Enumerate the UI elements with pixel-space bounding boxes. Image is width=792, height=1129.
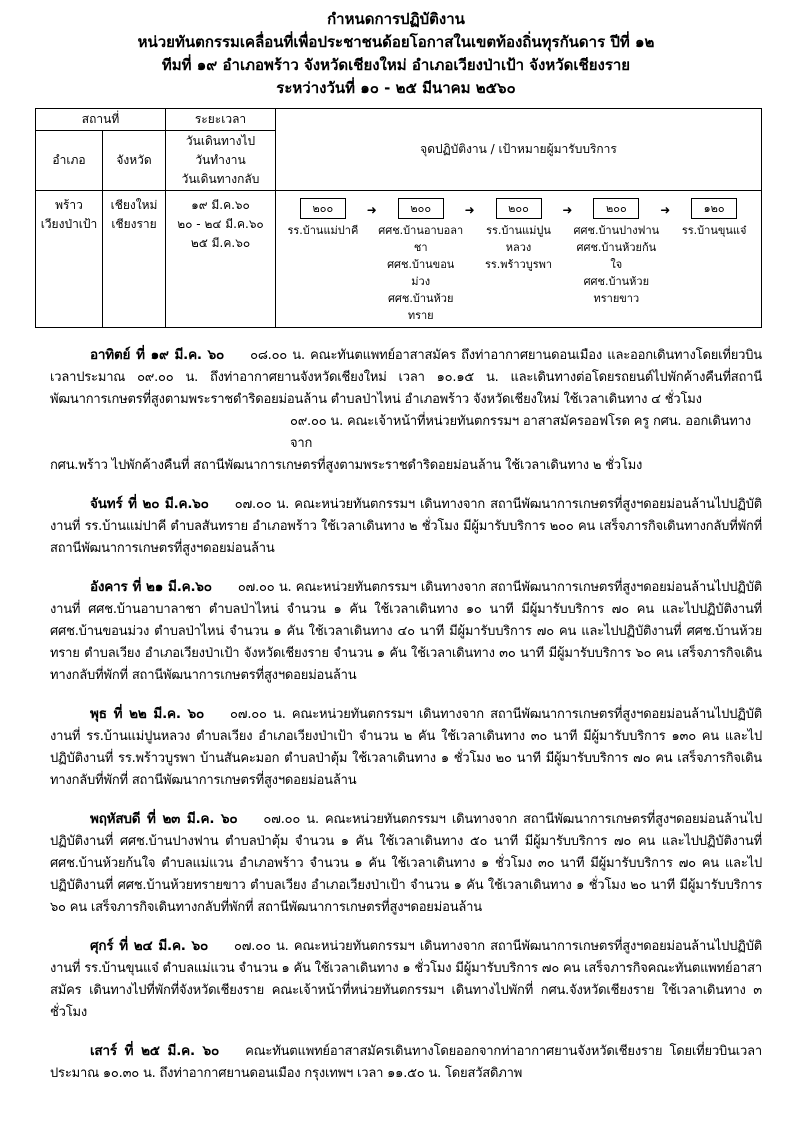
schedule-table [35,108,762,328]
day-label: อาทิตย์ ที่ ๑๙ มี.ค. ๖๐ [90,347,225,363]
district: พร้าว [55,198,83,212]
site-name: รร.บ้านแม่ปูนหลวง [486,224,551,254]
schedule-day [50,576,762,687]
document-header [0,0,792,100]
document-title: กำหนดการปฏิบัติงาน [327,10,465,28]
cell-flow [276,191,762,328]
site-name: รร.บ้านขุนแจ๋ [681,224,747,237]
service-point [378,198,464,324]
team-line: ทีมที่ ๑๙ อำเภอพร้าว จังหวัดเชียงใหม่ อำเภอเวียงป่าเป้า จังหวัดเชียงราย [161,56,631,74]
day-text: ๐๗.๐๐ น. คณะหน่วยทันตกรรมฯ เดินทางจาก สถานีพัฒนาการเกษตรที่สูงฯดอยม่อนล้านไปปฏิบัติงานที่ รร.บ้านขุนแจ๋ ตำบลแม่แวน จำนวน ๑ คัน ใช้เวลาเดินทาง ๑ ชั่วโมง มีผู้มารับบริการ ๗๐ คน เสร็จภารกิจคณะทันตแพทย์อาสาสมัคร เดินทางไปที่พักที่จังหวัดเชียงราย คณะเจ้าหน้าที่หน่วยทันตกรรมฯ เดินทางไปพักที่ กศน.จังหวัดเชียงราย ใช้เวลาเดินทาง ๓ ชั่วโมง [50,939,762,1020]
schedule-body [50,344,762,1085]
day-label: อังคาร ที่ ๒๑ มี.ค.๖๐ [90,579,212,595]
schedule-day [50,808,762,919]
header-dates [166,131,276,191]
period-line: ระหว่างวันที่ ๑๐ - ๒๕ มีนาคม ๒๕๖๐ [276,79,516,97]
service-point [280,198,366,239]
site-name: ศศช.บ้านห้วยก้นใจ [576,241,657,271]
district: เวียงป่าเป้า [40,217,98,231]
service-point [476,198,562,273]
schedule-day [50,493,762,560]
day-text: ๐๗.๐๐ น. คณะหน่วยทันตกรรมฯ เดินทางจาก สถานีพัฒนาการเกษตรที่สูงฯดอยม่อนล้านไปปฏิบัติงานที่ รร.บ้านแม่ปาคี ตำบลสันทราย อำเภอพร้าว ใช้เวลาเดินทาง ๒ ชั่วโมง มีผู้มารับบริการ ๒๐๐ คน เสร็จภารกิจเดินทางกลับที่พักที่ สถานีพัฒนาการเกษตรที่สูงฯดอยม่อนล้าน [50,497,762,556]
arrow-right-icon: ➜ [366,203,377,217]
cell-dates [166,191,276,328]
site-name: รร.พร้าวบูรพา [484,258,553,271]
day-text: คณะทันตแพทย์อาสาสมัครเดินทางโดยออกจากท่าอากาศยานจังหวัดเชียงราย โดยเที่ยวบินเวลาประมาณ ๑๐.๓๐ น. ถึงท่าอากาศยานดอนเมือง กรุงเทพฯ เวลา ๑๑.๕๐ น. โดยสวัสดิภาพ [50,1044,762,1081]
service-point [671,198,757,239]
header-points: จุดปฏิบัติงาน / เป้าหมายผู้มารับบริการ [276,109,762,191]
service-flow [276,196,761,324]
header-duration: ระยะเวลา [166,109,276,131]
site-name: ศศช.บ้านอาบอลาชา [378,224,464,254]
day-label: จันทร์ ที่ ๒๐ มี.ค.๖๐ [90,496,209,512]
site-name: ศศช.บ้านขอนม่วง [387,258,455,288]
cell-districts [36,191,103,328]
date: ๑๙ มี.ค.๖๐ [191,198,250,212]
target-count-box: ๑๒๐ [691,198,737,219]
header-date-return: วันเดินทางกลับ [181,172,260,186]
day-extra-text: ๐๙.๐๐ น. คณะเจ้าหน้าที่หน่วยทันตกรรมฯ อาสาสมัครออฟโรด ครู กศน. ออกเดินทางจาก [290,414,751,451]
day-label: พฤหัสบดี ที่ ๒๓ มี.ค. ๖๐ [90,811,238,827]
target-count-box: ๒๐๐ [496,198,542,219]
arrow-right-icon: ➜ [660,203,671,217]
date: ๒๐ - ๒๔ มี.ค.๖๐ [177,217,264,231]
schedule-day [50,703,762,792]
site-name: ศศช.บ้านห้วยทรายขาว [583,275,650,305]
arrow-right-icon: ➜ [464,203,475,217]
day-extra-text-continued: กศน.พร้าว ไปพักค้างคืนที่ สถานีพัฒนาการเกษตรที่สูงตามพระราชดำริดอยม่อนล้าน ใช้เวลาเดินทาง ๒ ชั่วโมง [50,458,643,473]
province: เชียงราย [111,217,157,231]
cell-provinces [103,191,166,328]
province: เชียงใหม่ [110,198,158,212]
header-date-work: วันทำงาน [195,153,246,167]
target-count-box: ๒๐๐ [300,198,346,219]
header-place: สถานที่ [36,109,166,131]
header-date-go: วันเดินทางไป [185,134,256,148]
day-label: ศุกร์ ที่ ๒๔ มี.ค. ๖๐ [90,938,208,954]
day-text: ๐๗.๐๐ น. คณะหน่วยทันตกรรมฯ เดินทางจาก สถานีพัฒนาการเกษตรที่สูงฯดอยม่อนล้านไปปฏิบัติงานที่ ศศช.บ้านอาบาลาชา ตำบลป่าไหน่ จำนวน ๑ คัน ใช้เวลาเดินทาง ๑๐ นาที มีผู้มารับบริการ ๗๐ คน และไปปฏิบัติงานที่ ศศช.บ้านขอนม่วง ตำบลป่าไหน่ จำนวน ๑ คัน ใช้เวลาเดินทาง ๔๐ นาที มีผู้มารับบริการ ๗๐ คน และไปปฏิบัติงานที่ ศศช.บ้านห้วยทราย ตำบลเวียง อำเภอเวียงป่าเป้า จังหวัดเชียงราย จำนวน ๑ คัน ใช้เวลาเดินทาง ๓๐ นาที มีผู้มารับบริการ ๖๐ คน เสร็จภารกิจเดินทางกลับที่พักที่ สถานีพัฒนาการเกษตรที่สูงฯดอยม่อนล้าน [50,580,762,683]
site-name: ศศช.บ้านปางฟาน [573,224,660,237]
target-count-box: ๒๐๐ [398,198,444,219]
site-name: ศศช.บ้านห้วยทราย [387,292,454,322]
day-text: ๐๗.๐๐ น. คณะหน่วยทันตกรรมฯ เดินทางจาก สถานีพัฒนาการเกษตรที่สูงฯดอยม่อนล้านไปปฏิบัติงานที่ ศศช.บ้านปางฟาน ตำบลป่าตุ้ม จำนวน ๑ คัน ใช้เวลาเดินทาง ๕๐ นาที มีผู้มารับบริการ ๗๐ คน และไปปฏิบัติงานที่ ศศช.บ้านห้วยก้นใจ ตำบลแม่แวน อำเภอพร้าว จำนวน ๑ คัน ใช้เวลาเดินทาง ๑ ชั่วโมง ๓๐ นาที มีผู้มารับบริการ ๗๐ คน และไปปฏิบัติงานที่ ศศช.บ้านห้วยทรายขาว ตำบลเวียง อำเภอเวียงป่าเป้า จำนวน ๑ คัน ใช้เวลาเดินทาง ๑ ชั่วโมง ๒๐ นาที มีผู้มารับบริการ ๖๐ คน เสร็จภารกิจเดินทางกลับที่พักที่ สถานีพัฒนาการเกษตรที่สูงฯดอยม่อนล้าน [50,812,762,915]
day-text: ๐๗.๐๐ น. คณะหน่วยทันตกรรมฯ เดินทางจาก สถานีพัฒนาการเกษตรที่สูงฯดอยม่อนล้านไปปฏิบัติงานที่ รร.บ้านแม่ปูนหลวง ตำบลเวียง อำเภอเวียงป่าเป้า จำนวน ๒ คัน ใช้เวลาเดินทาง ๓๐ นาที มีผู้มารับบริการ ๑๓๐ คน และไปปฏิบัติงานที่ รร.พร้าวบูรพา บ้านสันคะมอก ตำบลป่าตุ้ม ใช้เวลาเดินทาง ๑ ชั่วโมง ๒๐ นาที มีผู้มารับบริการ ๗๐ คน เสร็จภารกิจเดินทางกลับที่พักที่ สถานีพัฒนาการเกษตรที่สูงฯดอยม่อนล้าน [50,707,762,788]
date: ๒๕ มี.ค.๖๐ [190,236,251,250]
day-text: ๐๘.๐๐ น. คณะทันตแพทย์อาสาสมัคร ถึงท่าอากาศยานดอนเมือง และออกเดินทางโดยเที่ยวบินเวลาประมาณ ๐๙.๐๐ น. ถึงท่าอากาศยานจังหวัดเชียงใหม่ เวลา ๑๐.๑๕ น. และเดินทางต่อโดยรถยนต์ไปพักค้างคืนที่สถานีพัฒนาการเกษตรที่สูงตามพระราชดำริดอยม่อนล้าน ตำบลป่าไหน่ อำเภอพร้าว จังหวัดเชียงใหม่ ใช้เวลาเดินทาง ๔ ชั่วโมง [50,348,762,407]
schedule-day [50,935,762,1024]
target-count-box: ๒๐๐ [593,198,639,219]
day-label: เสาร์ ที่ ๒๕ มี.ค. ๖๐ [90,1043,220,1059]
arrow-right-icon: ➜ [562,203,573,217]
header-province: จังหวัด [103,131,166,191]
schedule-day [50,1040,762,1085]
schedule-day [50,344,762,411]
document-subtitle: หน่วยทันตกรรมเคลื่อนที่เพื่อประชาชนด้อยโอกาสในเขตท้องถิ่นทุรกันดาร ปีที่ ๑๒ [137,33,655,51]
site-name: รร.บ้านแม่ปาคี [287,224,359,237]
service-point [573,198,659,307]
header-district: อำเภอ [36,131,103,191]
day-label: พุธ ที่ ๒๒ มี.ค. ๖๐ [90,706,205,722]
